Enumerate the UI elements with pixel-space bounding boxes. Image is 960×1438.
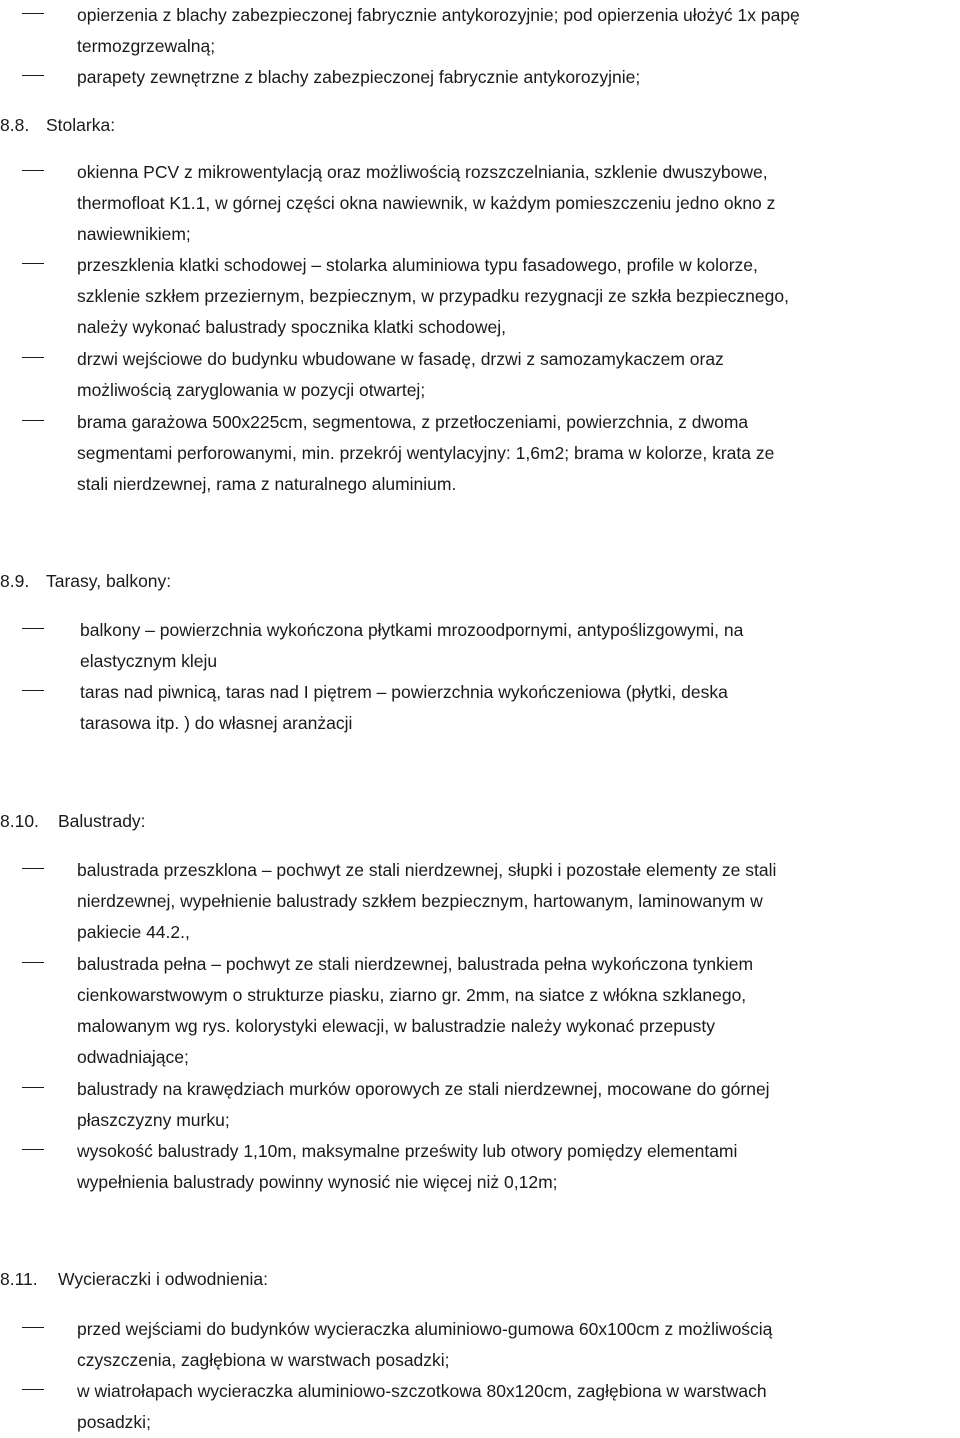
dash-bullet [22,1149,44,1150]
dash-bullet [22,75,44,76]
section-heading-8-9 [0,566,171,597]
text-line: okienna PCV z mikrowentylacją oraz możliwością rozszczelniania, szklenie dwuszybowe, [77,162,768,182]
text-line: płaszczyzny murku; [77,1110,230,1130]
dash-bullet [22,420,44,421]
text-line: nierdzewnej, wypełnienie balustrady szkłem bezpiecznym, hartowanym, laminowanym w [77,891,763,911]
section-title: Wycieraczki i odwodnienia: [58,1269,268,1289]
text-line: balkony – powierzchnia wykończona płytkami mrozoodpornymi, antypoślizgowymi, na [80,620,744,640]
section-title: Tarasy, balkony: [46,571,172,591]
text-line: pakiecie 44.2., [77,922,190,942]
text-line: thermofloat K1.1, w górnej części okna nawiewnik, w każdym pomieszczeniu jedno okno z [77,193,776,213]
text-line: w wiatrołapach wycieraczka aluminiowo-szczotkowa 80x120cm, zagłębiona w warstwach [77,1381,767,1401]
dash-bullet [22,868,44,869]
text-line: opierzenia z blachy zabezpieczonej fabrycznie antykorozyjnie; pod opierzenia ułożyć 1x papę [77,5,800,25]
dash-bullet [22,1327,44,1328]
text-line: parapety zewnętrzne z blachy zabezpieczonej fabrycznie antykorozyjnie; [77,67,641,87]
dash-bullet [22,1389,44,1390]
text-line: wysokość balustrady 1,10m, maksymalne prześwity lub otwory pomiędzy elementami [77,1141,738,1161]
dash-bullet [22,1087,44,1088]
text-line: taras nad piwnicą, taras nad I piętrem – powierzchnia wykończeniowa (płytki, deska [80,682,728,702]
dash-bullet [22,962,44,963]
text-line: przeszklenia klatki schodowej – stolarka aluminiowa typu fasadowego, profile w kolorze, [77,255,758,275]
text-line: segmentami perforowanymi, min. przekrój wentylacyjny: 1,6m2; brama w kolorze, krata ze [77,443,775,463]
text-line: możliwością zaryglowania w pozycji otwartej; [77,380,426,400]
text-line: nawiewnikiem; [77,224,191,244]
text-line: szklenie szkłem przeziernym, bezpiecznym, w przypadku rezygnacji ze szkła bezpiecznego, [77,286,789,306]
text-line: przed wejściami do budynków wycieraczka aluminiowo-gumowa 60x100cm z możliwością [77,1319,773,1339]
section-heading-8-10 [0,806,146,837]
text-line: czyszczenia, zagłębiona w warstwach posadzki; [77,1350,450,1370]
text-line: termozgrzewalną; [77,36,216,56]
text-line: tarasowa itp. ) do własnej aranżacji [80,713,353,733]
text-line: balustrady na krawędziach murków oporowych ze stali nierdzewnej, mocowane do górnej [77,1079,770,1099]
text-line: drzwi wejściowe do budynku wbudowane w fasadę, drzwi z samozamykaczem oraz [77,349,724,369]
text-line: balustrada przeszklona – pochwyt ze stali nierdzewnej, słupki i pozostałe elementy ze stali [77,860,777,880]
text-line: wypełnienia balustrady powinny wynosić nie więcej niż 0,12m; [77,1172,558,1192]
text-line: należy wykonać balustrady spocznika klatki schodowej, [77,317,506,337]
dash-bullet [22,13,44,14]
section-heading-8-11 [0,1264,268,1295]
text-line: cienkowarstwowym o strukturze piasku, ziarno gr. 2mm, na siatce z włókna szklanego, [77,985,747,1005]
section-number: 8.10. [0,811,39,831]
section-number: 8.11. [0,1269,38,1289]
text-line: brama garażowa 500x225cm, segmentowa, z przetłoczeniami, powierzchnia, z dwoma [77,412,749,432]
section-heading-8-8 [0,110,115,141]
text-line: malowanym wg rys. kolorystyki elewacji, w balustradzie należy wykonać przepusty [77,1016,716,1036]
section-title: Balustrady: [58,811,146,831]
text-line: posadzki; [77,1412,151,1432]
text-line: stali nierdzewnej, rama z naturalnego aluminium. [77,474,457,494]
section-title: Stolarka: [46,115,116,135]
section-number: 8.8. [0,115,30,135]
dash-bullet [22,263,44,264]
dash-bullet [22,690,44,691]
dash-bullet [22,357,44,358]
dash-bullet [22,628,44,629]
text-line: odwadniające; [77,1047,189,1067]
section-number: 8.9. [0,571,30,591]
text-line: elastycznym kleju [80,651,218,671]
text-line: balustrada pełna – pochwyt ze stali nierdzewnej, balustrada pełna wykończona tynkiem [77,954,754,974]
dash-bullet [22,170,44,171]
